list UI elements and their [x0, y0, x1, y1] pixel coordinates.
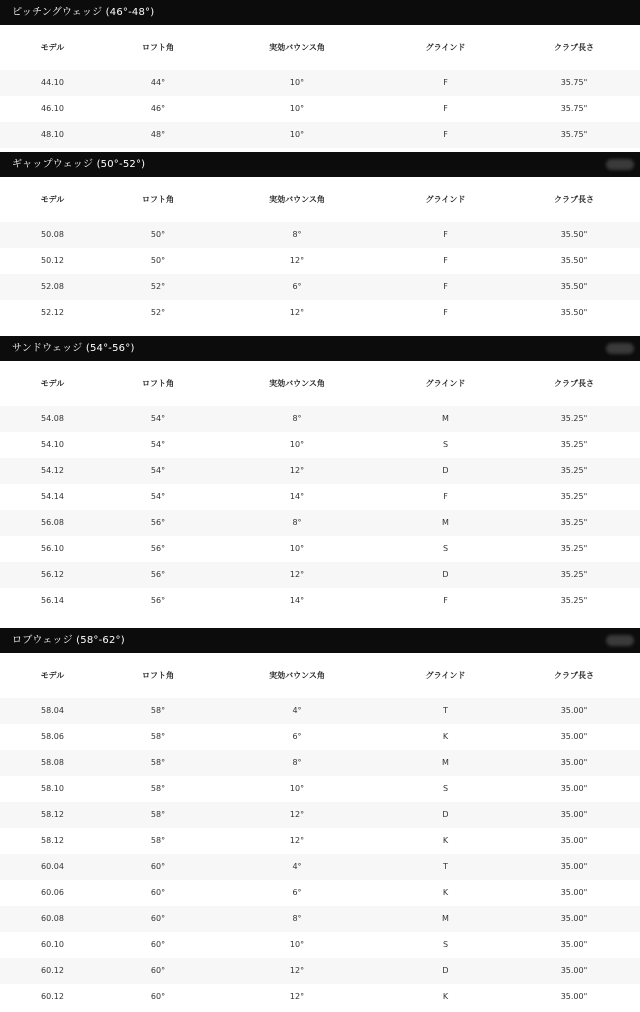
cell-model: 58.08 [41, 758, 64, 767]
table-row [0, 222, 640, 248]
table-row [0, 880, 640, 906]
cell-model: 60.08 [41, 914, 64, 923]
cell-loft: 48° [150, 130, 166, 139]
cell-model: 50.08 [41, 230, 64, 239]
cell-length: 35.00" [560, 706, 588, 715]
cell-length: 35.25" [560, 570, 588, 579]
table-row [0, 536, 640, 562]
col-header-grind: グラインド [425, 671, 466, 680]
cell-loft: 58° [150, 784, 166, 793]
cell-length: 35.00" [560, 914, 588, 923]
blurred-mark [606, 635, 634, 646]
cell-loft: 54° [150, 414, 166, 423]
cell-model: 60.04 [41, 862, 64, 871]
cell-bounce: 12° [289, 810, 305, 819]
cell-model: 52.08 [41, 282, 64, 291]
cell-loft: 54° [150, 466, 166, 475]
cell-length: 35.00" [560, 732, 588, 741]
cell-length: 35.25" [560, 518, 588, 527]
cell-model: 48.10 [41, 130, 64, 139]
table-row [0, 802, 640, 828]
table-row [0, 70, 640, 96]
cell-loft: 52° [150, 308, 166, 317]
cell-grind: M [442, 414, 449, 423]
col-header-model: モデル [40, 43, 65, 52]
table-row [0, 776, 640, 802]
col-header-length: クラブ長さ [554, 195, 594, 204]
cell-length: 35.25" [560, 492, 588, 501]
cell-loft: 60° [150, 940, 166, 949]
cell-model: 60.12 [41, 992, 64, 1001]
cell-bounce: 6° [292, 888, 302, 897]
cell-loft: 58° [150, 810, 166, 819]
cell-grind: M [442, 914, 449, 923]
section-header [0, 152, 640, 177]
cell-grind: T [443, 862, 448, 871]
cell-bounce: 8° [292, 414, 302, 423]
cell-model: 58.12 [41, 836, 64, 845]
cell-grind: D [442, 570, 449, 579]
cell-model: 58.10 [41, 784, 64, 793]
cell-bounce: 10° [289, 544, 305, 553]
table-header-row [0, 25, 640, 70]
cell-grind: F [443, 596, 448, 605]
cell-length: 35.00" [560, 862, 588, 871]
cell-model: 50.12 [41, 256, 64, 265]
cell-grind: F [443, 130, 448, 139]
col-header-model: モデル [40, 671, 65, 680]
table-header-row [0, 177, 640, 222]
section-header [0, 628, 640, 653]
cell-bounce: 8° [292, 518, 302, 527]
cell-length: 35.25" [560, 544, 588, 553]
cell-grind: F [443, 78, 448, 87]
table-row [0, 458, 640, 484]
cell-grind: F [443, 282, 448, 291]
cell-length: 35.00" [560, 940, 588, 949]
cell-bounce: 12° [289, 992, 305, 1001]
col-header-loft: ロフト角 [142, 43, 174, 52]
cell-model: 54.08 [41, 414, 64, 423]
table-row [0, 300, 640, 326]
col-header-loft: ロフト角 [142, 671, 174, 680]
cell-bounce: 12° [289, 308, 305, 317]
col-header-grind: グラインド [425, 195, 466, 204]
table-header-row [0, 653, 640, 698]
table-row [0, 432, 640, 458]
cell-loft: 58° [150, 758, 166, 767]
cell-length: 35.50" [560, 230, 588, 239]
cell-model: 54.12 [41, 466, 64, 475]
cell-bounce: 12° [289, 836, 305, 845]
table-row [0, 248, 640, 274]
table-row [0, 984, 640, 1010]
table-row [0, 484, 640, 510]
cell-length: 35.00" [560, 784, 588, 793]
cell-loft: 60° [150, 914, 166, 923]
col-header-bounce: 実効バウンス角 [269, 195, 325, 204]
cell-length: 35.25" [560, 414, 588, 423]
cell-grind: D [442, 966, 449, 975]
cell-loft: 58° [150, 706, 166, 715]
section-gap-wedge [0, 152, 640, 326]
cell-length: 35.25" [560, 440, 588, 449]
table-body [0, 406, 640, 614]
cell-grind: S [442, 544, 449, 553]
cell-model: 60.12 [41, 966, 64, 975]
cell-bounce: 8° [292, 230, 302, 239]
cell-length: 35.25" [560, 466, 588, 475]
cell-grind: S [442, 784, 449, 793]
table-row [0, 562, 640, 588]
cell-grind: K [442, 836, 449, 845]
cell-grind: D [442, 466, 449, 475]
table-body [0, 70, 640, 148]
cell-length: 35.50" [560, 282, 588, 291]
section-title: ロブウェッジ (58°-62°) [12, 635, 125, 646]
col-header-bounce: 実効バウンス角 [269, 43, 325, 52]
cell-model: 56.10 [41, 544, 64, 553]
section-lob-wedge [0, 628, 640, 1010]
cell-grind: F [443, 230, 448, 239]
cell-grind: K [442, 732, 449, 741]
cell-model: 56.12 [41, 570, 64, 579]
cell-loft: 60° [150, 966, 166, 975]
cell-grind: K [442, 888, 449, 897]
cell-bounce: 6° [292, 732, 302, 741]
cell-bounce: 12° [289, 256, 305, 265]
cell-model: 58.06 [41, 732, 64, 741]
cell-length: 35.75" [560, 130, 588, 139]
cell-loft: 44° [150, 78, 166, 87]
cell-grind: S [442, 940, 449, 949]
col-header-length: クラブ長さ [554, 43, 594, 52]
table-row [0, 406, 640, 432]
cell-model: 52.12 [41, 308, 64, 317]
cell-bounce: 12° [289, 570, 305, 579]
cell-loft: 60° [150, 992, 166, 1001]
col-header-model: モデル [40, 195, 65, 204]
cell-model: 56.08 [41, 518, 64, 527]
table-row [0, 932, 640, 958]
cell-loft: 50° [150, 230, 166, 239]
col-header-length: クラブ長さ [554, 671, 594, 680]
cell-length: 35.75" [560, 78, 588, 87]
cell-loft: 56° [150, 570, 166, 579]
cell-length: 35.00" [560, 836, 588, 845]
table-row [0, 122, 640, 148]
table-row [0, 828, 640, 854]
cell-grind: K [442, 992, 449, 1001]
cell-bounce: 10° [289, 130, 305, 139]
cell-bounce: 4° [292, 862, 302, 871]
section-header [0, 0, 640, 25]
cell-bounce: 6° [292, 282, 302, 291]
cell-loft: 56° [150, 544, 166, 553]
section-header [0, 336, 640, 361]
cell-model: 60.06 [41, 888, 64, 897]
cell-model: 54.14 [41, 492, 64, 501]
cell-loft: 58° [150, 732, 166, 741]
cell-grind: F [443, 492, 448, 501]
section-title: ギャップウェッジ (50°-52°) [12, 159, 146, 170]
cell-bounce: 14° [289, 492, 305, 501]
cell-bounce: 10° [289, 78, 305, 87]
cell-loft: 56° [150, 596, 166, 605]
cell-bounce: 12° [289, 966, 305, 975]
section-title: サンドウェッジ (54°-56°) [12, 343, 135, 354]
col-header-loft: ロフト角 [142, 379, 174, 388]
cell-grind: F [443, 256, 448, 265]
col-header-grind: グラインド [425, 379, 466, 388]
cell-loft: 60° [150, 888, 166, 897]
col-header-bounce: 実効バウンス角 [269, 671, 325, 680]
section-sand-wedge [0, 336, 640, 614]
cell-loft: 54° [150, 492, 166, 501]
cell-bounce: 10° [289, 440, 305, 449]
table-row [0, 854, 640, 880]
table-body [0, 698, 640, 1010]
cell-length: 35.75" [560, 104, 588, 113]
cell-bounce: 10° [289, 784, 305, 793]
cell-bounce: 8° [292, 758, 302, 767]
table-body [0, 222, 640, 326]
col-header-loft: ロフト角 [142, 195, 174, 204]
cell-length: 35.50" [560, 308, 588, 317]
cell-grind: S [442, 440, 449, 449]
cell-length: 35.00" [560, 810, 588, 819]
table-header-row [0, 361, 640, 406]
cell-bounce: 14° [289, 596, 305, 605]
cell-grind: M [442, 758, 449, 767]
cell-grind: T [443, 706, 448, 715]
table-row [0, 96, 640, 122]
cell-length: 35.50" [560, 256, 588, 265]
cell-loft: 46° [150, 104, 166, 113]
cell-length: 35.00" [560, 992, 588, 1001]
cell-model: 44.10 [41, 78, 64, 87]
cell-grind: F [443, 308, 448, 317]
cell-loft: 56° [150, 518, 166, 527]
col-header-grind: グラインド [425, 43, 466, 52]
table-row [0, 510, 640, 536]
col-header-model: モデル [40, 379, 65, 388]
cell-bounce: 10° [289, 104, 305, 113]
cell-model: 54.10 [41, 440, 64, 449]
table-row [0, 958, 640, 984]
cell-model: 58.04 [41, 706, 64, 715]
col-header-bounce: 実効バウンス角 [269, 379, 325, 388]
cell-length: 35.25" [560, 596, 588, 605]
cell-loft: 52° [150, 282, 166, 291]
cell-length: 35.00" [560, 888, 588, 897]
cell-bounce: 10° [289, 940, 305, 949]
cell-grind: D [442, 810, 449, 819]
cell-loft: 60° [150, 862, 166, 871]
cell-model: 58.12 [41, 810, 64, 819]
cell-model: 46.10 [41, 104, 64, 113]
cell-grind: M [442, 518, 449, 527]
cell-model: 60.10 [41, 940, 64, 949]
cell-loft: 54° [150, 440, 166, 449]
section-title: ピッチングウェッジ (46°-48°) [12, 7, 155, 18]
table-row [0, 906, 640, 932]
blurred-mark [606, 343, 634, 354]
cell-grind: F [443, 104, 448, 113]
cell-model: 56.14 [41, 596, 64, 605]
table-row [0, 750, 640, 776]
table-row [0, 274, 640, 300]
cell-bounce: 8° [292, 914, 302, 923]
section-pitching-wedge [0, 0, 640, 148]
cell-bounce: 12° [289, 466, 305, 475]
table-row [0, 698, 640, 724]
col-header-length: クラブ長さ [554, 379, 594, 388]
cell-loft: 50° [150, 256, 166, 265]
table-row [0, 588, 640, 614]
cell-loft: 58° [150, 836, 166, 845]
cell-length: 35.00" [560, 758, 588, 767]
table-row [0, 724, 640, 750]
blurred-mark [606, 159, 634, 170]
cell-bounce: 4° [292, 706, 302, 715]
cell-length: 35.00" [560, 966, 588, 975]
